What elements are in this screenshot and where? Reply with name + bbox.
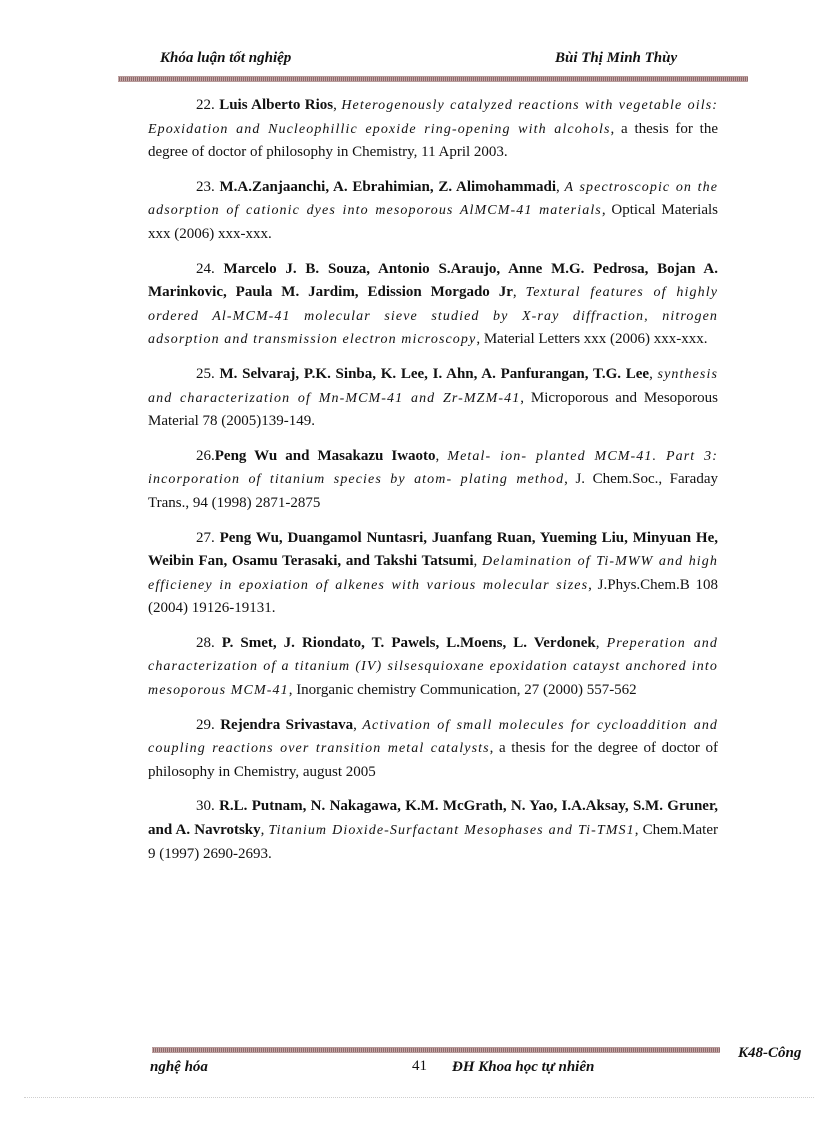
reference-separator: , — [512, 284, 526, 301]
header-divider — [118, 76, 748, 82]
reference-source: , Optical Materials xxx (2006) xxx-xxx. — [148, 202, 719, 242]
reference-authors: Marcelo J. B. Souza, Antonio S.Araujo, Anne M.G. Pedrosa, Bojan A. Marinkovic, Paula M. Jardim, Edission Morgado Jr — [148, 260, 718, 301]
reference-title: Titanium Dioxide-Surfactant Mesophases and Ti-TMS1 — [268, 823, 635, 839]
reference-number: 30. — [196, 798, 215, 815]
reference-separator: , — [353, 716, 363, 733]
reference-number: 28. — [196, 634, 215, 651]
reference-list — [148, 94, 718, 877]
reference-title: Preperation and characterization of a titanium (IV) silsesquioxane epoxidation catayst anchored into mesoporous MCM-41 — [148, 635, 719, 699]
reference-separator: , — [473, 553, 482, 570]
reference-item — [148, 632, 718, 703]
reference-authors: Peng Wu, Duangamol Nuntasri, Juanfang Ruan, Yueming Liu, Minyuan He, Weibin Fan, Osamu Terasaki, and Takshi Tatsumi — [148, 529, 719, 570]
reference-source: , a thesis for the degree of doctor of philosophy in Chemistry, 11 April 2003. — [148, 120, 718, 161]
reference-number: 23. — [196, 178, 215, 195]
header-author-name: Bùi Thị Minh Thùy — [555, 50, 678, 66]
reference-separator: , — [260, 822, 269, 839]
reference-title: Delamination of Ti-MWW and high efficieney in epoxiation of alkenes with various molecular sizes — [148, 554, 718, 593]
reference-title: synthesis and characterization of Mn-MCM-41 and Zr-MZM-41 — [148, 366, 718, 406]
reference-title: Activation of small molecules for cycloaddition and coupling reactions over transition metal catalysts — [148, 717, 719, 757]
reference-source: , J. Chem.Soc., Faraday Trans., 94 (1998) 2871-2875 — [148, 471, 718, 511]
reference-source: , Material Letters xxx (2006) xxx-xxx. — [476, 331, 708, 348]
reference-authors: P. Smet, J. Riondato, T. Pawels, L.Moens, L. Verdonek — [221, 634, 596, 651]
reference-title: A spectroscopic on the adsorption of cationic dyes into mesoporous AlMCM-41 materials — [148, 179, 719, 219]
reference-authors: M.A.Zanjaanchi, A. Ebrahimian, Z. Alimohammadi — [219, 178, 556, 195]
page-bottom-border — [24, 1097, 814, 1098]
reference-source: , Microporous and Mesoporous Material 78 (2005)139-149. — [148, 389, 718, 430]
reference-number: 24. — [196, 260, 215, 277]
footer-divider — [152, 1047, 720, 1053]
reference-item — [148, 94, 718, 165]
reference-item — [148, 714, 718, 785]
reference-title: Textural features of highly ordered Al-MCM-41 molecular sieve studied by X-ray diffraction, nitrogen adsorption and transmission electron microscopy — [148, 285, 719, 348]
reference-source: , Chem.Mater 9 (1997) 2690-2693. — [148, 822, 718, 862]
reference-source: , Inorganic chemistry Communication, 27 (2000) 557-562 — [288, 682, 637, 699]
reference-separator: , — [595, 634, 607, 651]
reference-separator: , — [333, 97, 342, 113]
reference-item — [148, 258, 718, 352]
reference-title: Metal- ion- planted MCM-41. Part 3: incorporation of titanium species by atom- plating method — [148, 448, 719, 488]
reference-source: , a thesis for the degree of doctor of philosophy in Chemistry, august 2005 — [148, 740, 718, 780]
reference-separator: , — [556, 178, 565, 195]
footer-class-label: K48-Công — [738, 1045, 802, 1061]
reference-item — [148, 176, 718, 247]
footer-university-label: ĐH Khoa học tự nhiên — [452, 1059, 595, 1075]
reference-number: 29. — [196, 716, 215, 733]
reference-authors: Luis Alberto Rios — [219, 97, 334, 113]
reference-authors: M. Selvaraj, P.K. Sinba, K. Lee, I. Ahn, A. Panfurangan, T.G. Lee — [219, 365, 650, 382]
reference-source: , J.Phys.Chem.B 108 (2004) 19126-19131. — [148, 576, 718, 617]
footer-major-label: nghệ hóa — [150, 1059, 208, 1075]
reference-number: 25. — [196, 365, 215, 382]
reference-item — [148, 363, 718, 434]
reference-separator: , — [649, 365, 658, 382]
reference-item — [148, 445, 718, 516]
reference-authors: R.L. Putnam, N. Nakagawa, K.M. McGrath, N. Yao, I.A.Aksay, S.M. Gruner, and A. Navrotsky — [148, 798, 718, 839]
page-number: 41 — [412, 1058, 427, 1074]
reference-number: 27. — [196, 529, 215, 546]
reference-authors: Rejendra Srivastava — [220, 716, 354, 733]
reference-title: Heterogenously catalyzed reactions with vegetable oils: Epoxidation and Nucleophillic epoxide ring-opening with alcohols — [148, 98, 719, 137]
reference-number: 26. — [196, 447, 215, 464]
reference-separator: , — [435, 447, 448, 464]
reference-number: 22. — [196, 97, 215, 113]
reference-authors: Peng Wu and Masakazu Iwaoto — [214, 447, 436, 464]
reference-item — [148, 795, 718, 866]
reference-item — [148, 527, 718, 621]
header-thesis-label: Khóa luận tốt nghiệp — [160, 50, 292, 66]
